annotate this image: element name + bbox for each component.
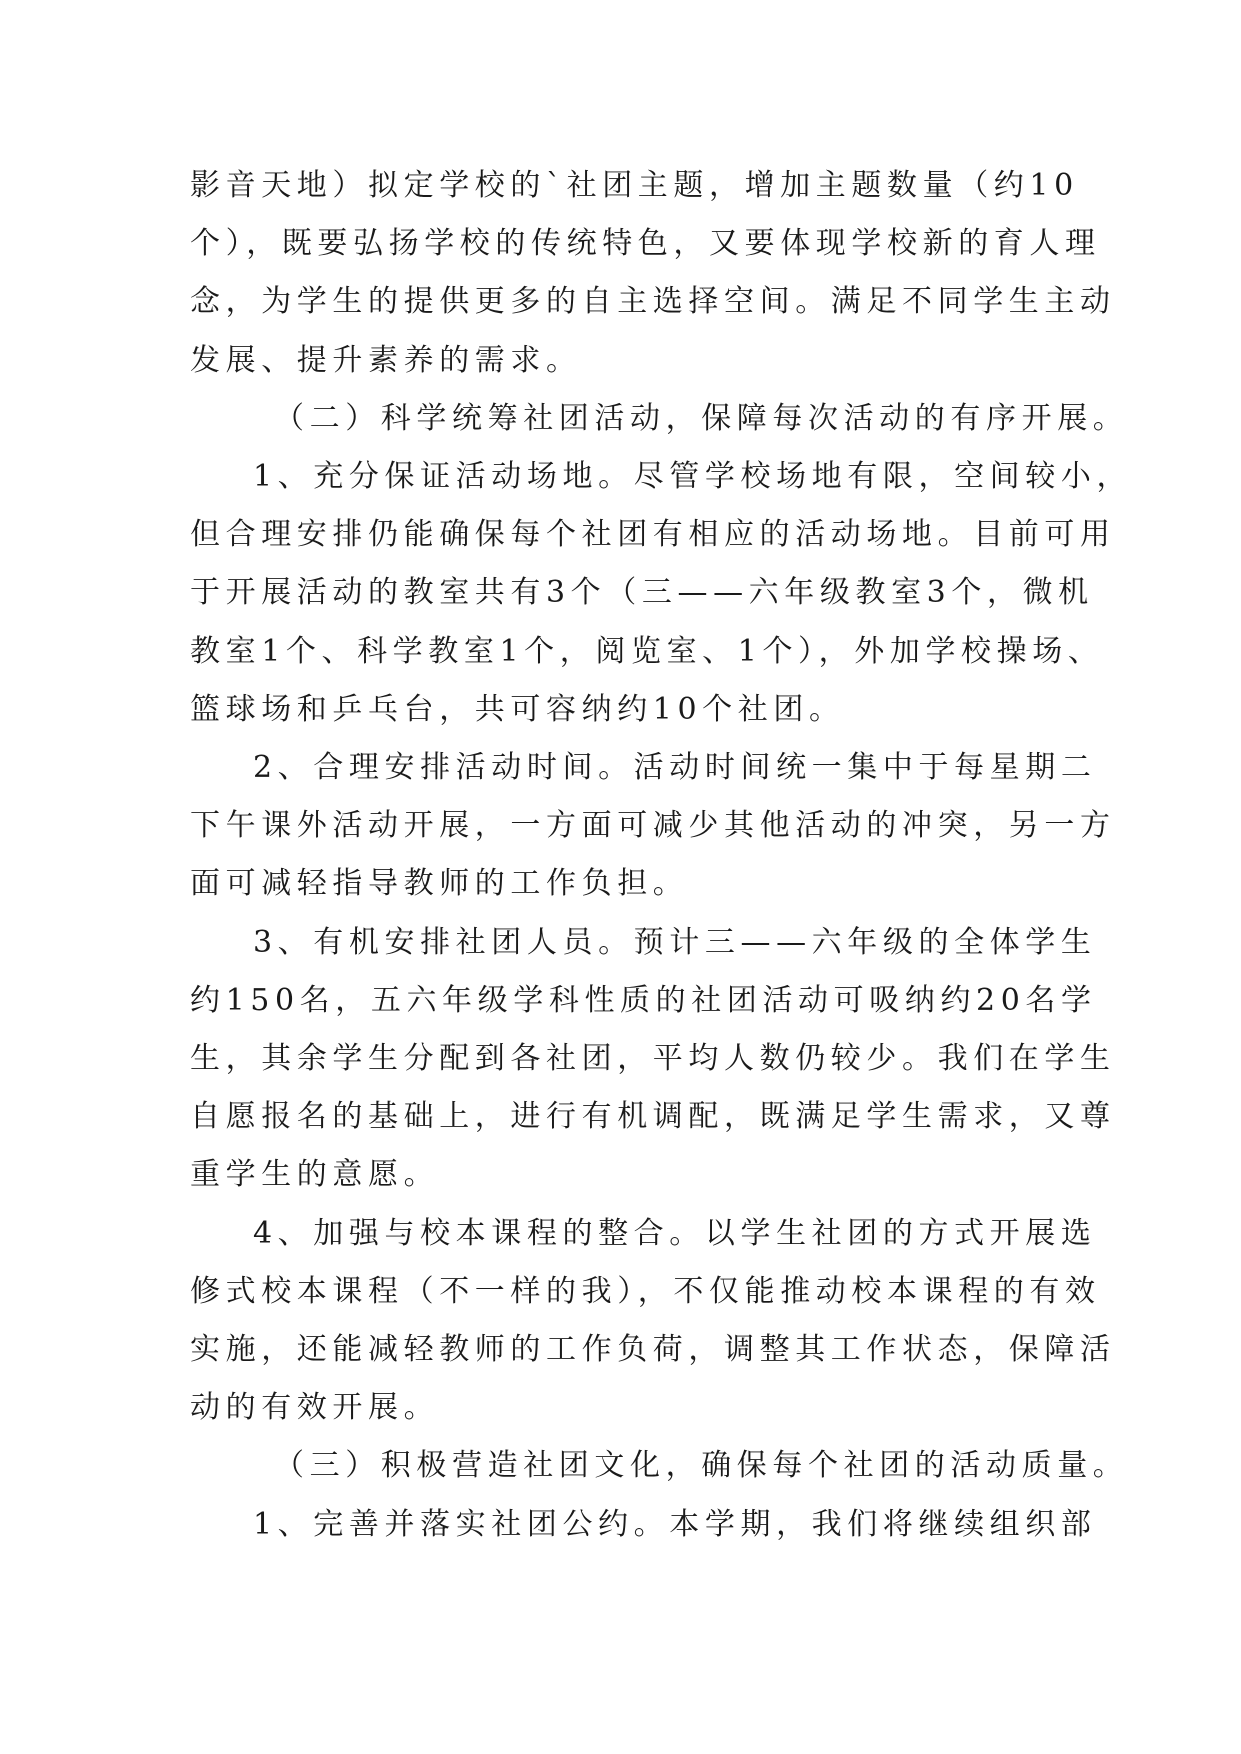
paragraph-members (190, 914, 1116, 1205)
text-line: 4、加强与校本课程的整合。以学生社团的方式开展选 (253, 1215, 1097, 1251)
text-line: 影音天地）拟定学校的`社团主题，增加主题数量（约10 (190, 168, 1079, 203)
text-line: 3、有机安排社团人员。预计三——六年级的全体学生 (253, 924, 1097, 960)
text-line: 面可减轻指导教师的工作负担。 (190, 866, 689, 902)
text-line: 但合理安排仍能确保每个社团有相应的活动场地。目前可用 (190, 517, 1116, 553)
text-line: 教室1个、科学教室1个，阅览室、1个），外加学校操场、 (190, 633, 1104, 669)
text-line: 于开展活动的教室共有3个（三——六年级教室3个，微机 (190, 575, 1094, 611)
text-line: 发展、提升素养的需求。 (190, 342, 582, 378)
text-line: 约150名，五六年级学科性质的社团活动可吸纳约20名学 (190, 982, 1097, 1018)
paragraph-club-themes (190, 157, 1116, 390)
section-heading-3 (190, 1437, 1129, 1495)
heading-text: （三）积极营造社团文化，确保每个社团的活动质量。 (274, 1448, 1129, 1484)
paragraph-curriculum (190, 1205, 1116, 1438)
text-line: 2、合理安排活动时间。活动时间统一集中于每星期二 (253, 750, 1097, 786)
text-line: 重学生的意愿。 (190, 1157, 440, 1193)
paragraph-club-charter (190, 1496, 1097, 1554)
text-line: 个），既要弘扬学校的传统特色，又要体现学校新的育人理 (190, 226, 1101, 262)
text-line: 篮球场和乒乓台，共可容纳约10个社团。 (190, 691, 845, 727)
heading-text: （二）科学统筹社团活动，保障每次活动的有序开展。 (274, 400, 1129, 436)
text-line: 1、充分保证活动场地。尽管学校场地有限，空间较小， (253, 459, 1133, 495)
paragraph-time (190, 739, 1116, 914)
text-line: 生，其余学生分配到各社团，平均人数仍较少。我们在学生 (190, 1041, 1116, 1077)
section-heading-2 (190, 390, 1129, 448)
text-line: 念，为学生的提供更多的自主选择空间。满足不同学生主动 (190, 284, 1116, 320)
text-line: 实施，还能减轻教师的工作负荷，调整其工作状态，保障活 (190, 1332, 1116, 1368)
text-line: 自愿报名的基础上，进行有机调配，既满足学生需求，又尊 (190, 1099, 1116, 1135)
text-line: 修式校本课程（不一样的我），不仅能推动校本课程的有效 (190, 1273, 1101, 1309)
paragraph-venue (190, 448, 1133, 739)
document-body (190, 157, 1133, 1554)
text-line: 1、完善并落实社团公约。本学期，我们将继续组织部 (253, 1506, 1097, 1542)
text-line: 下午课外活动开展，一方面可减少其他活动的冲突，另一方 (190, 808, 1116, 844)
text-line: 动的有效开展。 (190, 1390, 440, 1426)
